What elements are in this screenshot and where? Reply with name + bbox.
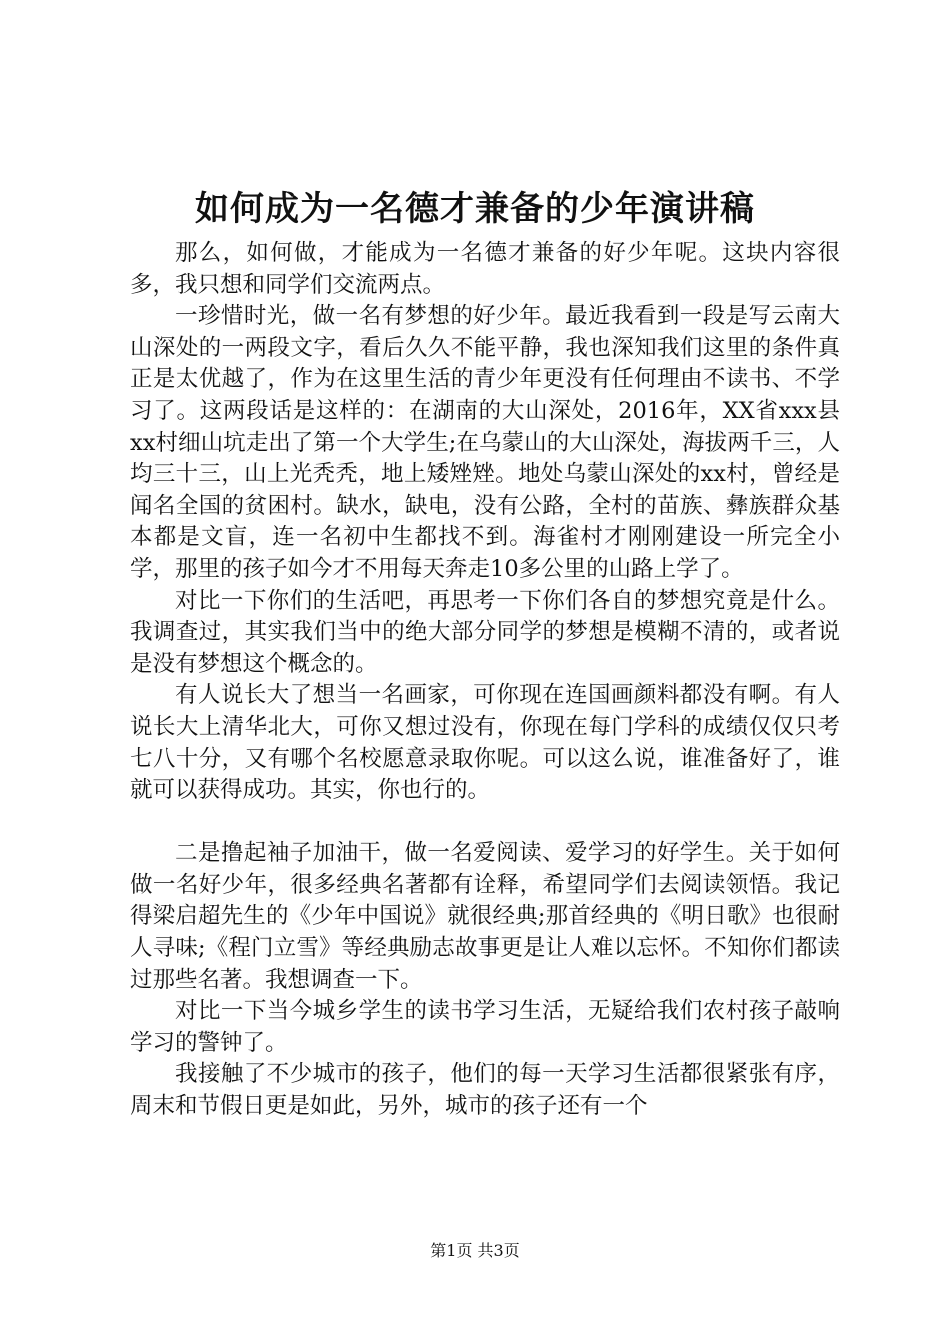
page-footer: 第1页 共3页 (430, 1241, 520, 1260)
document-title: 如何成为一名德才兼备的少年演讲稿 (195, 189, 755, 229)
paragraph: 有人说长大了想当一名画家，可你现在连国画颜料都没有啊。有人说长大上清华北大，可你又想过没有，你现在每门学科的成绩仅仅只考七八十分，又有哪个名校愿意录取你呢。可以这么说，谁准备好了，谁就可以获得成功。其实，你也行的。 (130, 682, 840, 804)
paragraph: 对比一下你们的生活吧，再思考一下你们各自的梦想究竟是什么。我调查过，其实我们当中的绝大部分同学的梦想是模糊不清的，或者说是没有梦想这个概念的。 (130, 587, 840, 677)
paragraph: 我接触了不少城市的孩子，他们的每一天学习生活都很紧张有序，周末和节假日更是如此，另外，城市的孩子还有一个 (130, 1061, 840, 1120)
paragraph: 一珍惜时光，做一名有梦想的好少年。最近我看到一段是写云南大山深处的一两段文字，看后久久不能平静，我也深知我们这里的条件真正是太优越了，作为在这里生活的青少年更没有任何理由不读书、不学习了。这两段话是这样的：在湖南的大山深处，2016年，XX省xxx县xx村细山坑走出了第一个大学生;在乌蒙山的大山深处，海拔两千三，人均三十三，山上光秃秃，地上矮矬矬。地处乌蒙山深处的xx村，曾经是闻名全国的贫困村。缺水，缺电，没有公路，全村的苗族、彝族群众基本都是文盲，连一名初中生都找不到。海雀村才刚刚建设一所完全小学，那里的孩子如今才不用每天奔走10多公里的山路上学了。 (130, 303, 840, 582)
paragraph: 那么，如何做，才能成为一名德才兼备的好少年呢。这块内容很多，我只想和同学们交流两点。 (130, 240, 840, 298)
paragraph: 二是撸起袖子加油干，做一名爱阅读、爱学习的好学生。关于如何做一名好少年，很多经典名著都有诠释，希望同学们去阅读领悟。我记得梁启超先生的《少年中国说》就很经典;那首经典的《明日歌》也很耐人寻味;《程门立雪》等经典励志故事更是让人难以忘怀。不知你们都读过那些名著。我想调查一下。 (130, 840, 840, 993)
document-body (130, 238, 840, 1123)
paragraph: 对比一下当今城乡学生的读书学习生活，无疑给我们农村孩子敲响学习的警钟了。 (130, 998, 840, 1056)
